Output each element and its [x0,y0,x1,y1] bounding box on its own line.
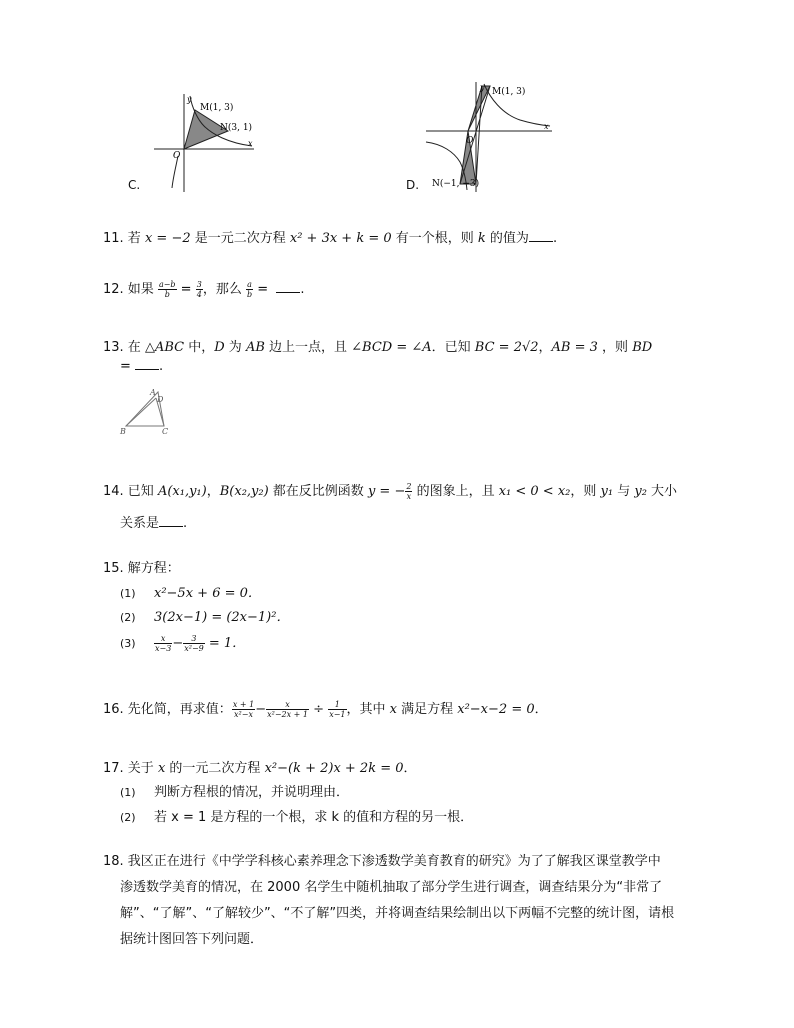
question-17-item-2: (2) 若 x = 1 是方程的一个根，求 k 的值和方程的另一根． [120,810,474,825]
question-15-item-2: (2) 3(2x−1) = (2x−1)²． [120,610,290,625]
label-y-d: y [480,83,485,92]
figure-c [128,88,258,196]
question-17: 17. 关于 x 的一元二次方程 x²−(k + 2)x + 2k = 0． [103,761,417,776]
fraction-a-over-b: $\frac{a}{b}$ [246,280,253,299]
label-n-c: N(3, 1) [220,123,253,133]
label-x-c: x [248,139,253,148]
svg-text:B: B [120,427,126,436]
figure-d [406,80,556,196]
question-14-line2: 关系是 . [120,516,188,531]
svg-text:D: D [157,395,164,404]
option-c-label: C. [128,178,141,192]
svg-text:C: C [162,427,169,436]
label-m-d: M(1, 3) [492,87,526,97]
question-18-line-1: 18. 我区正在进行《中学学科核心素养理念下渗透数学美育教育的研究》为了了解我区课堂教学中 [103,854,661,869]
triangle-figure-13 [118,384,178,436]
fraction-a-minus-b-over-b: $\frac{a-b}{b}$ [158,280,176,299]
label-x-d: x [544,122,549,131]
question-15-item-1: (1) x²−5x + 6 = 0． [120,586,261,601]
graph-d [420,80,556,196]
question-18-line-4: 据统计图回答下列问题． [120,932,264,947]
label-m-c: M(1, 3) [200,103,234,113]
question-18-line-2: 渗透数学美育的情况，在 2000 名学生中随机抽取了部分学生进行调查，调查结果分为“非常了 [120,880,663,895]
fraction-16-b: $\frac{x}{\text{x²−2x + 1}}$ [267,700,309,719]
label-o-c: O [173,151,181,161]
fraction-2-over-x: $\frac{2}{x}$ [406,482,412,501]
label-y-c: y [187,95,192,104]
answer-blank-14[interactable] [159,516,183,527]
svg-text:A: A [150,388,156,397]
label-o-d: O [466,136,474,146]
answer-blank-13[interactable] [135,359,159,370]
question-11: 11. 若 x = −2 是一元二次方程 x² + 3x + k = 0 有一个根，则 k 的值为 . [103,231,558,246]
fraction-x-over-x-minus-3: $\frac{x}{x-3}$ [155,634,172,653]
label-n-d: N(−1, −3) [432,179,480,189]
question-18-line-3: 解”、“了解”、“了解较少”、“不了解”四类，并将调查结果绘制出以下两幅不完整的统计图，请根 [120,906,675,921]
question-16: 16. 先化简，再求值： $\frac{x + 1}{\text{x²−x}}$ − $\frac{x}{\text{x²−2x + 1}}$ ÷ $\frac{1}{x-1}$ ，其中 x 满足方程 x²−x−2 = 0． [103,700,548,719]
answer-blank-11[interactable] [529,231,553,242]
fraction-3-over-4: $\frac{3}{4}$ [196,280,202,299]
option-d-label: D. [406,178,420,192]
question-15-item-3: (3) $\frac{x}{x-3}$ − $\frac{3}{\text{x²−9}}$ = 1． [120,634,246,653]
question-12: 12. 如果 $\frac{a-b}{b}$ = $\frac{3}{4}$ ，那么 $\frac{a}{b}$ = . [103,280,305,299]
fraction-3-over-x2-minus-9: $\frac{3}{\text{x²−9}}$ [184,634,204,653]
question-13: 13. 在 △ABC 中，D 为 AB 边上一点，且 ∠BCD = ∠A．已知 BC = 2√2，AB = 3 ，则 BD [103,340,653,355]
question-14: 14. 已知 A(x₁,y₁)，B(x₂,y₂) 都在反比例函数 y = − $\frac{2}{x}$ 的图象上，且 x₁ < 0 < x₂，则 y₁ 与 y₂ 大小 [103,482,678,501]
question-13-line2: = . [120,359,164,374]
graph-c [140,88,258,196]
fraction-16-c: $\frac{1}{x-1}$ [329,700,346,719]
question-15: 15. 解方程： [103,561,180,576]
answer-blank-12[interactable] [276,282,300,293]
fraction-16-a: $\frac{x + 1}{\text{x²−x}}$ [232,700,255,719]
question-17-item-1: (1) 判断方程根的情况，并说明理由． [120,785,350,800]
